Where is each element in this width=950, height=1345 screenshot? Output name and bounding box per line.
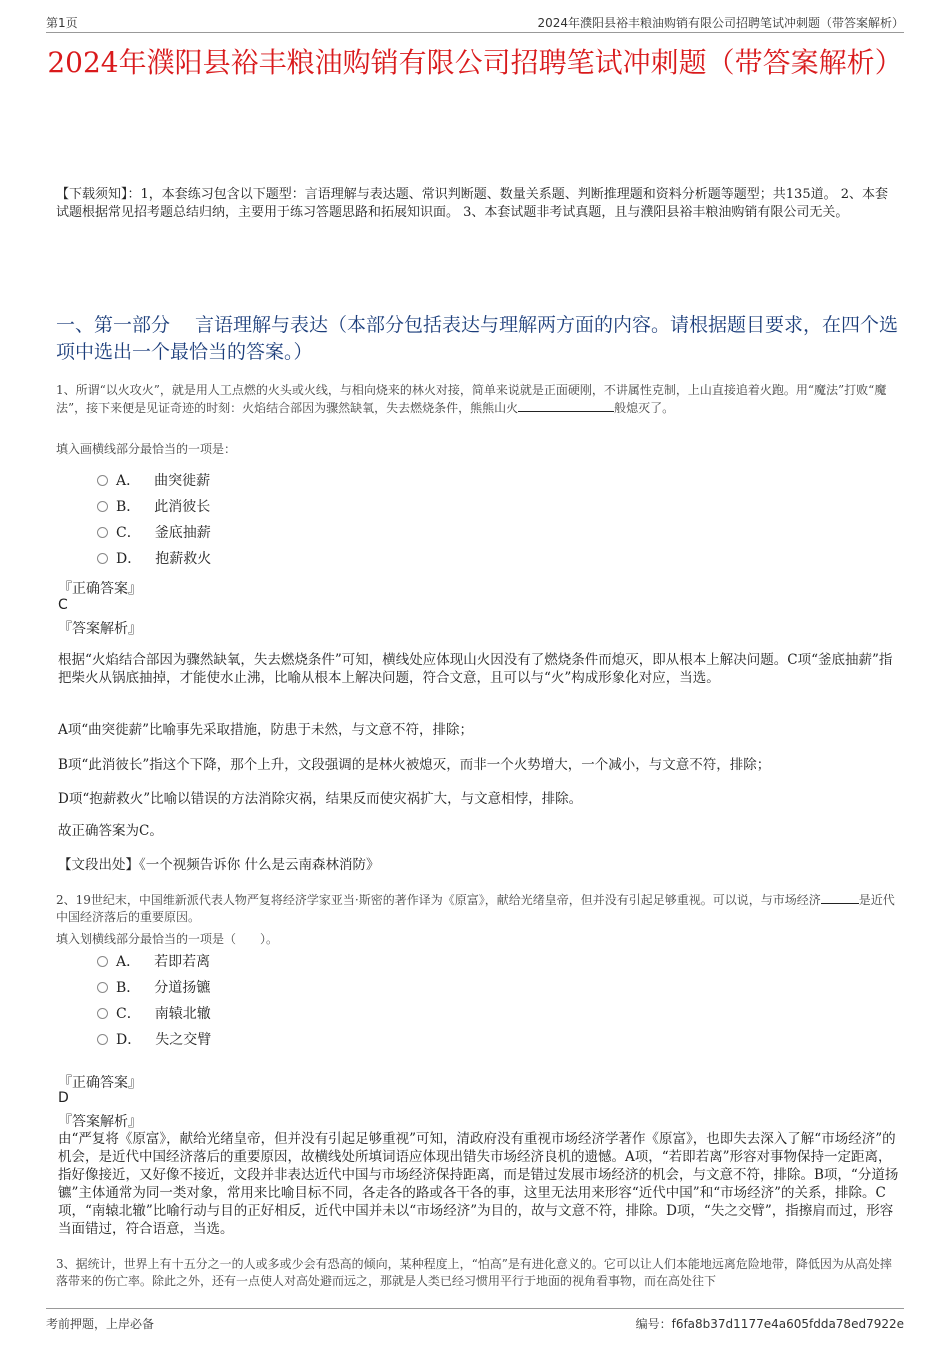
page-number: 第1页	[46, 16, 78, 30]
q1-option-b[interactable]: B． 此消彼长	[97, 497, 210, 517]
q2-analysis-label: 『答案解析』	[58, 1114, 142, 1130]
q2-answer-label: 『正确答案』	[58, 1075, 142, 1091]
radio-icon[interactable]	[97, 475, 108, 486]
radio-icon[interactable]	[97, 501, 108, 512]
q2-analysis-paragraph: 由“严复将《原富》，献给光绪皇帝，但并没有引起足够重视”可知，清政府没有重视市场经济学著作《原富》，也即失去深入了解“市场经济”的机会，是近代中国经济落后的重要原因，故横线处所填词语应体现出错失市场经济良机的遗憾。A项，“若即若离”形容对事物保持一定距离，指好像接近，又好像不接近，文段并非表达近代中国与市场经济保持距离，而是错过发展市场经济的机会，与文意不符，排除。B项，“分道扬镳”主体通常为同一类对象，常用来比喻目标不同，各走各的路或各干各的事，这里无法用来形容“近代中国”和“市场经济”的关系，排除。C项，“南辕北辙”比喻行动与目的正好相反，近代中国并未以“市场经济”为目的，故与文意不符，排除。D项，“失之交臂”，指擦肩而过，形容当面错过，符合语意，当选。	[58, 1131, 899, 1237]
q1-option-a[interactable]: A． 曲突徙薪	[97, 471, 210, 491]
footer-doc-id: 编号：f6fa8b37d1177e4a605fdda78ed7922e	[635, 1317, 904, 1331]
page-header	[46, 12, 904, 33]
radio-icon[interactable]	[97, 982, 108, 993]
q1-answer-label: 『正确答案』	[58, 581, 142, 597]
page-footer	[46, 1308, 904, 1331]
q1-analysis-paragraph: B项“此消彼长”指这个下降，那个上升，文段强调的是林火被熄灭，而非一个火势增大，一个减小，与文意不符，排除；	[58, 757, 771, 773]
q1-analysis-paragraph: D项“抱薪救火”比喻以错误的方法消除灾祸，结果反而使灾祸扩大，与文意相悖，排除。	[58, 791, 583, 807]
q2-answer: D	[58, 1090, 69, 1106]
section-heading: 一、第一部分 言语理解与表达（本部分包括表达与理解两方面的内容。请根据题目要求，在四个选项中选出一个最恰当的答案。）	[56, 314, 899, 363]
radio-icon[interactable]	[97, 527, 108, 538]
page-title: 2024年濮阳县裕丰粮油购销有限公司招聘笔试冲刺题（带答案解析）	[47, 46, 903, 79]
q1-source: 【文段出处】《一个视频告诉你 什么是云南森林消防》	[58, 857, 380, 873]
q2-option-a[interactable]: A． 若即若离	[97, 952, 210, 972]
question-2-text: 2、19世纪末，中国维新派代表人物严复将经济学家亚当·斯密的著作译为《原富》，献给光绪皇帝，但并没有引起足够重视。可以说，与市场经济 是近代中国经济落后的重要原因。	[56, 893, 895, 924]
q1-analysis-paragraph: A项“曲突徙薪”比喻事先采取措施，防患于未然，与文意不符，排除；	[58, 722, 474, 738]
radio-icon[interactable]	[97, 1008, 108, 1019]
question-1-text: 1、所谓“以火攻火”，就是用人工点燃的火头或火线，与相向烧来的林火对接，简单来说就是正面硬刚，不讲属性克制，上山直接追着火跑。用“魔法”打败“魔法”，接下来便是见证奇迹的时刻：火焰结合部因为骤然缺氧，失去燃烧条件，熊熊山火 般熄灭了。	[56, 383, 887, 415]
q1-analysis-paragraph: 故正确答案为C。	[58, 823, 163, 839]
radio-icon[interactable]	[97, 956, 108, 967]
question-2-prompt: 填入划横线部分最恰当的一项是（ ）。	[56, 932, 279, 946]
radio-icon[interactable]	[97, 1034, 108, 1045]
q1-option-c[interactable]: C． 釜底抽薪	[97, 523, 211, 543]
answer-blank	[518, 399, 614, 412]
q2-option-b[interactable]: B． 分道扬镳	[97, 978, 210, 998]
q1-analysis-label: 『答案解析』	[58, 621, 142, 637]
q2-option-d[interactable]: D． 失之交臂	[97, 1030, 211, 1050]
q1-option-d[interactable]: D． 抱薪救火	[97, 549, 211, 569]
q1-answer: C	[58, 597, 68, 613]
question-3-text: 3、据统计，世界上有十五分之一的人或多或少会有恐高的倾向，某种程度上，“怕高”是有进化意义的。它可以让人们本能地远离危险地带，降低因为从高处摔落带来的伤亡率。除此之外，还有一点使人对高处避而远之，那就是人类已经习惯用平行于地面的视角看事物，而在高处往下	[56, 1257, 892, 1288]
q1-analysis-paragraph: 根据“火焰结合部因为骤然缺氧，失去燃烧条件”可知，横线处应体现山火因没有了燃烧条件而熄灭，即从根本上解决问题。C项“釜底抽薪”指把柴火从锅底抽掉，才能使水止沸，比喻从根本上解决问题，符合文意，且可以与“火”构成形象化对应，当选。	[58, 652, 893, 686]
question-1-prompt: 填入画横线部分最恰当的一项是：	[56, 442, 237, 456]
q2-option-c[interactable]: C． 南辕北辙	[97, 1004, 211, 1024]
answer-blank	[821, 891, 859, 904]
header-doc-title: 2024年濮阳县裕丰粮油购销有限公司招聘笔试冲刺题（带答案解析）	[537, 16, 904, 30]
footer-slogan: 考前押题，上岸必备	[46, 1317, 155, 1331]
download-notice: 【下载须知】：1，本套练习包含以下题型：言语理解与表达题、常识判断题、数量关系题、判断推理题和资料分析题等题型；共135道。 2、本套试题根据常见招考题总结归纳，主要用于练习答题思路和拓展知识面。 3、本套试题非考试真题，且与濮阳县裕丰粮油购销有限公司无关。	[56, 187, 888, 220]
radio-icon[interactable]	[97, 553, 108, 564]
